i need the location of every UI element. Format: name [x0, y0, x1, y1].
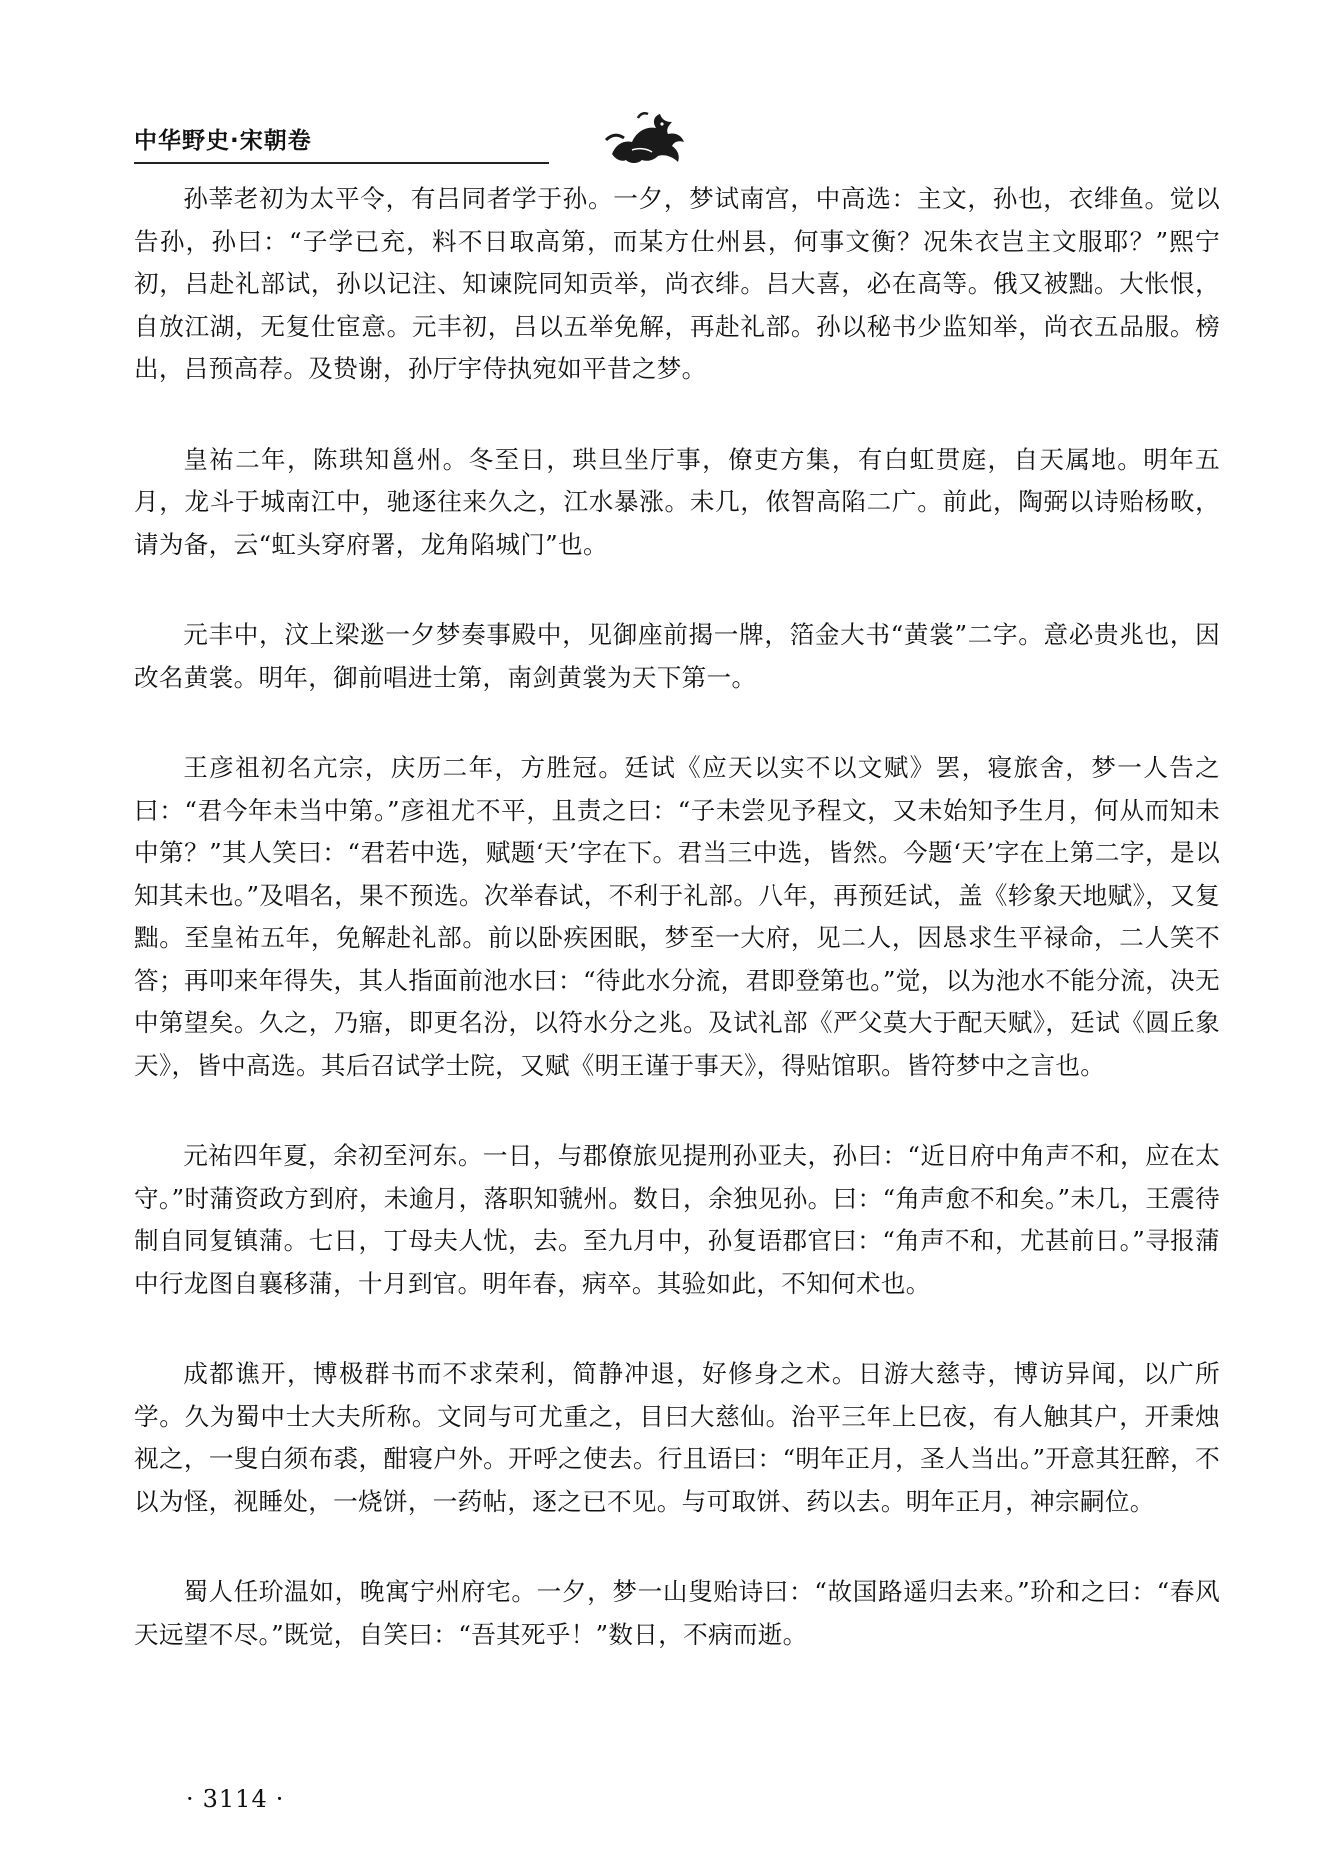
paragraph: 元丰中，汶上梁逖一夕梦奏事殿中，见御座前揭一牌，箔金大书“黄裳”二字。意必贵兆也，因改名黄裳。明年，御前唱进士第，南剑黄裳为天下第一。 — [134, 620, 1220, 692]
paragraph: 元祐四年夏，余初至河东。一日，与郡僚旅见提刑孙亚夫，孙曰：“近日府中角声不和，应在太守。”时蒲资政方到府，未逾月，落职知虢州。数日，余独见孙。曰：“角声愈不和矣。”未几，王震待制自同复镇蒲。七日，丁母夫人忧，去。至九月中，孙复语郡官曰：“角声不和，尤甚前日。”寻报蒲中行龙图自襄移蒲，十月到官。明年春，病卒。其验如此，不知何术也。 — [134, 1141, 1220, 1298]
paragraph: 孙莘老初为太平令，有吕同者学于孙。一夕，梦试南宫，中高选：主文，孙也，衣绯鱼。觉以告孙，孙曰：“子学已充，料不日取高第，而某方仕州县，何事文衡？况朱衣岂主文服耶？”熙宁初，吕赴礼部试，孙以记注、知谏院同知贡举，尚衣绯。吕大喜，必在高等。俄又被黜。大怅恨，自放江湖，无复仕宦意。元丰初，吕以五举免解，再赴礼部。孙以秘书少监知举，尚衣五品服。榜出，吕预高荐。及贽谢，孙厅宇侍执宛如平昔之梦。 — [134, 184, 1220, 383]
paragraph: 成都谯开，博极群书而不求荣利，简静冲退，好修身之术。日游大慈寺，博访异闻，以广所学。久为蜀中士大夫所称。文同与可尤重之，目曰大慈仙。治平三年上巳夜，有人触其户，开秉烛视之，一叟白须布裘，酣寝户外。开呼之使去。行且语曰：“明年正月，圣人当出。”开意其狂醉，不以为怪，视睡处，一烧饼，一药帖，逐之已不见。与可取饼、药以去。明年正月，神宗嗣位。 — [134, 1359, 1220, 1516]
page-number: 3114 — [202, 1785, 268, 1813]
page-number-footer — [178, 1785, 292, 1813]
paragraph: 蜀人任玠温如，晚寓宁州府宅。一夕，梦一山叟贻诗曰：“故国路遥归去来。”玠和之曰：“春风天远望不尽。”既觉，自笑曰：“吾其死乎！”数日，不病而逝。 — [134, 1577, 1220, 1649]
dragon-icon — [602, 110, 688, 166]
folio-dot-right: · — [275, 1785, 285, 1813]
paragraph: 王彦祖初名亢宗，庆历二年，方胜冠。廷试《应天以实不以文赋》罢，寝旅舍，梦一人告之曰：“君今年未当中第。”彦祖尤不平，且责之曰：“子未尝见予程文，又未始知予生月，何从而知未中第？”其人笑曰：“君若中选，赋题‘天’字在下。君当三中选，皆然。今题‘天’字在上第二字，是以知其未也。”及唱名，果不预选。次举春试，不利于礼部。八年，再预廷试，盖《轸象天地赋》，又复黜。至皇祐五年，免解赴礼部。前以卧疾困眠，梦至一大府，见二人，因恳求生平禄命，二人笑不答；再叩来年得失，其人指面前池水曰：“待此水分流，君即登第也。”觉，以为池水不能分流，决无中第望矣。久之，乃寤，即更名汾，以符水分之兆。及试礼部《严父莫大于配天赋》，廷试《圆丘象天》，皆中高选。其后召试学士院，又赋《明王谨于事天》，得贴馆职。皆符梦中之言也。 — [134, 753, 1220, 1080]
running-header — [134, 110, 554, 170]
page-body — [134, 178, 1220, 1656]
folio-dot-left: · — [186, 1785, 195, 1813]
paragraph: 皇祐二年，陈珙知邕州。冬至日，珙旦坐厅事，僚吏方集，有白虹贯庭，自天属地。明年五月，龙斗于城南江中，驰逐往来久之，江水暴涨。未几，侬智高陷二广。前此，陶弼以诗贻杨畋，请为备，云“虹头穿府署，龙角陷城门”也。 — [134, 444, 1220, 559]
header-rule — [134, 162, 549, 164]
book-title: 中华野史·宋朝卷 — [134, 128, 312, 154]
